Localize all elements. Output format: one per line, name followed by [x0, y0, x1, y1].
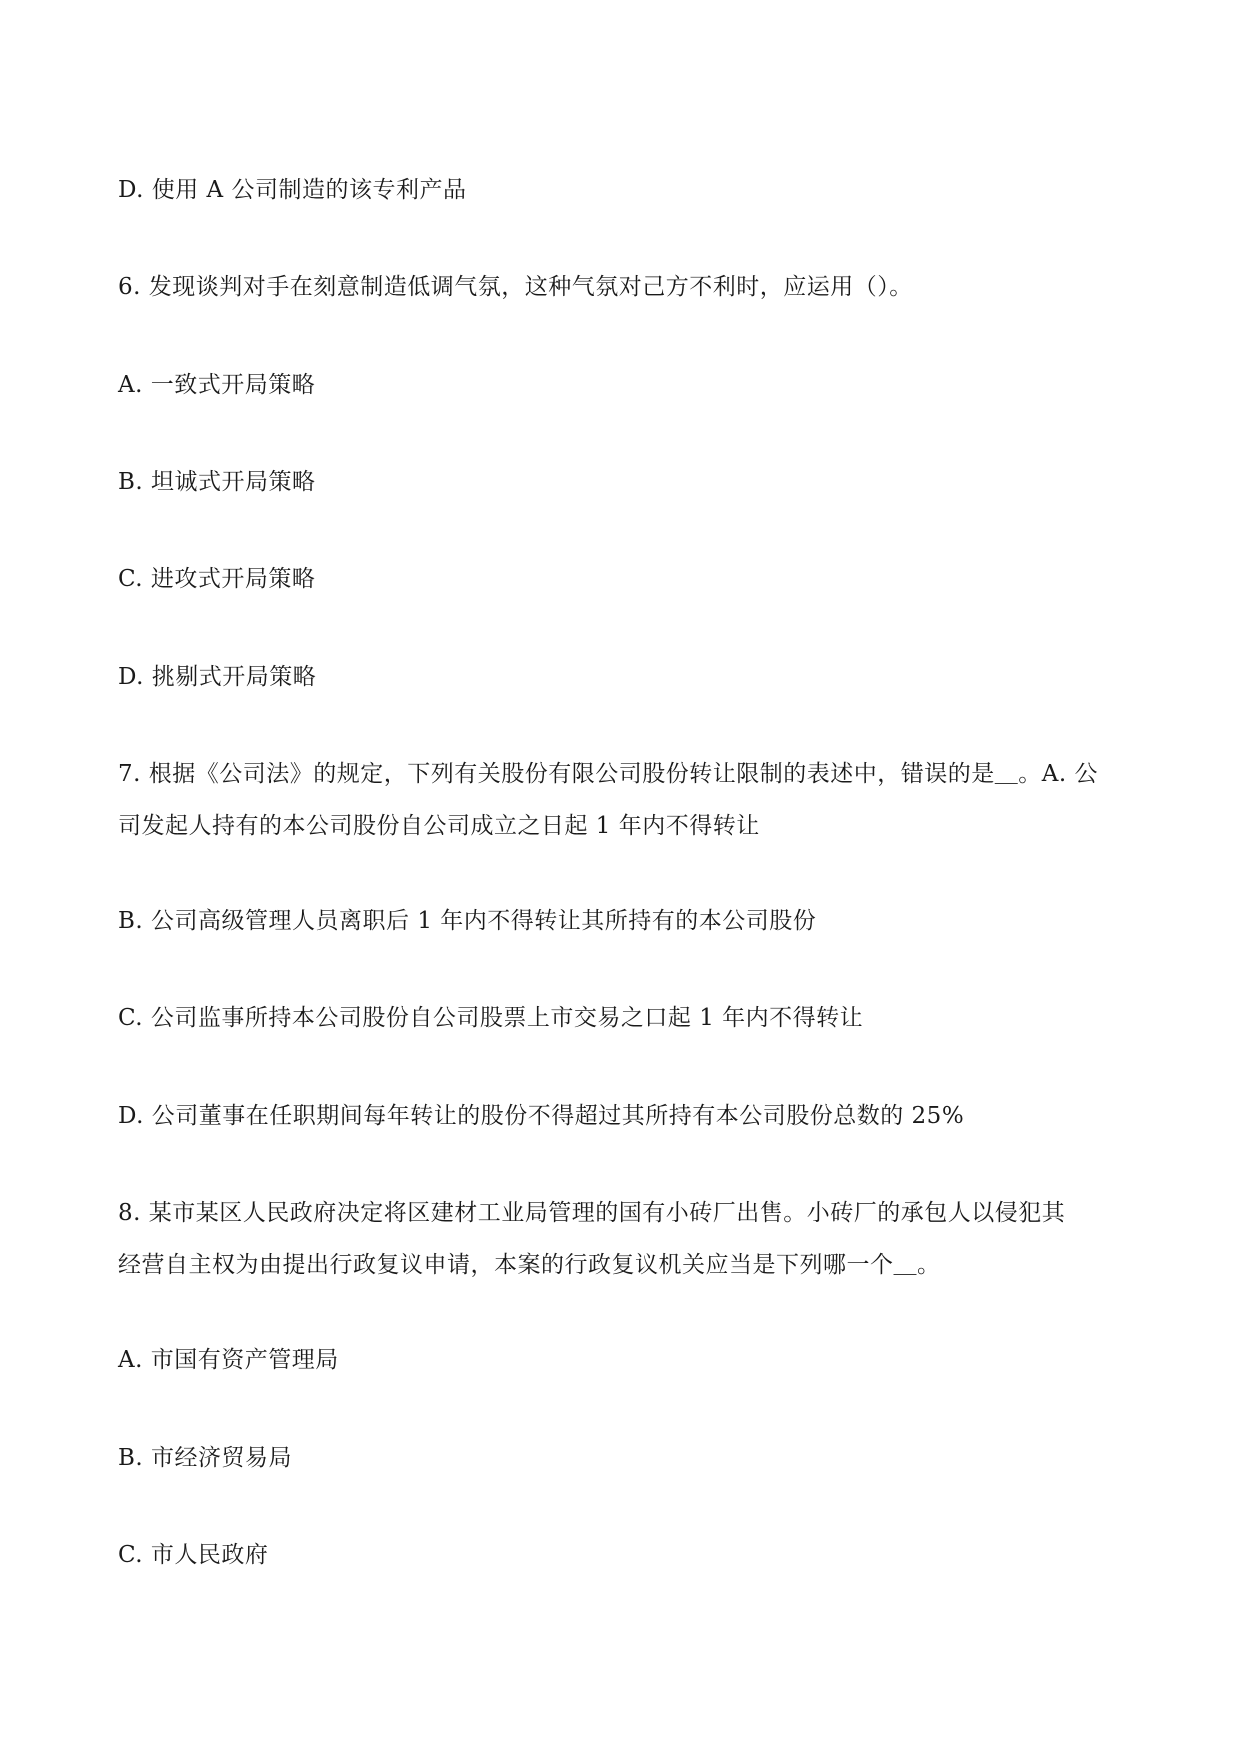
q6-option-b: B. 坦诚式开局策略	[118, 469, 316, 495]
q7-option-c: C. 公司监事所持本公司股份自公司股票上市交易之口起 1 年内不得转让	[118, 1005, 864, 1031]
q7-question-stem-line-1: 7. 根据《公司法》的规定，下列有关股份有限公司股份转让限制的表述中，错误的是＿。A. 公	[118, 761, 1098, 787]
q5-option-d: D. 使用 A 公司制造的该专利产品	[118, 177, 467, 203]
q7-option-d: D. 公司董事在任职期间每年转让的股份不得超过其所持有本公司股份总数的 25%	[118, 1103, 965, 1129]
q8-option-a: A. 市国有资产管理局	[118, 1347, 339, 1373]
q8-option-b: B. 市经济贸易局	[118, 1445, 293, 1471]
q7-question-stem-line-2: 司发起人持有的本公司股份自公司成立之日起 1 年内不得转让	[118, 813, 760, 839]
q8-question-stem-line-1: 8. 某市某区人民政府决定将区建材工业局管理的国有小砖厂出售。小砖厂的承包人以侵犯其	[118, 1200, 1066, 1226]
q8-question-stem-line-2: 经营自主权为由提出行政复议申请，本案的行政复议机关应当是下列哪一个＿。	[118, 1252, 941, 1278]
q6-option-a: A. 一致式开局策略	[118, 372, 316, 398]
q6-question-stem: 6. 发现谈判对手在刻意制造低调气氛，这种气氛对己方不利时，应运用（）。	[118, 274, 913, 300]
q6-option-c: C. 进攻式开局策略	[118, 566, 316, 592]
q6-option-d: D. 挑剔式开局策略	[118, 664, 317, 690]
q7-option-b: B. 公司高级管理人员离职后 1 年内不得转让其所持有的本公司股份	[118, 908, 817, 934]
q8-option-c: C. 市人民政府	[118, 1542, 269, 1568]
